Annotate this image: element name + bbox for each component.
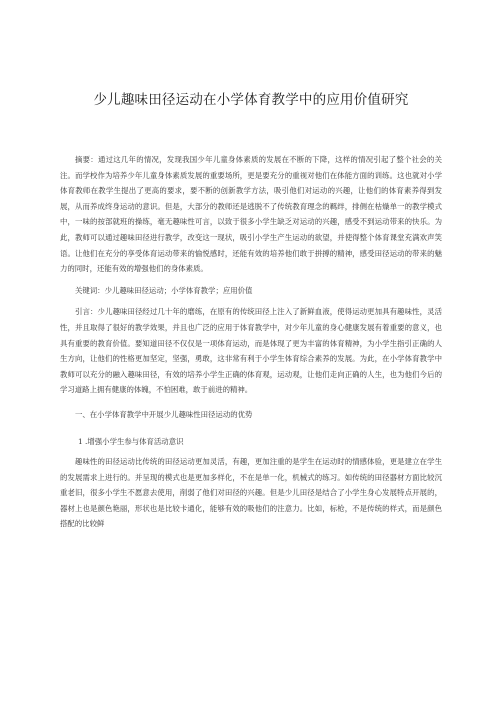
intro-paragraph: [60, 304, 442, 398]
intro-text: 少儿趣味田径经过几十年的磨练，在原有的传统田径上注入了新鲜血液，使得运动更加具有趣味性，灵活性，并且取得了很好的教学效果，并且也广泛的应用于体育教学中，对少年儿童的身心健康发展有着重要的意义，也具有重要的教育价值。要知道田径不仅仅是一项体育运动，而是体现了更为丰富的体育精神，为小学生指引正确的人生方向，让他们的性格更加坚定，坚强，勇敢，这非常有利于小学生体育综合素养的发展。为此，在小学体育教学中教师可以充分的融入趣味田径，有效的培养小学生正确的体育观，运动观，让他们走向正确的人生，也为他们今后的学习道路上拥有健康的体魄，不怕困难，敢于前进的精神。: [60, 307, 442, 395]
abstract-paragraph: [60, 152, 442, 277]
section-heading: 一、在小学体育教学中开展少儿趣味性田径运动的优势: [75, 409, 253, 419]
subsection-heading: 1 .增强小学生参与体育活动意识: [78, 436, 184, 446]
abstract-label: 摘要：: [75, 155, 98, 164]
keywords-label: 关键词：: [75, 285, 105, 295]
intro-label: 引言：: [75, 307, 98, 317]
keywords-text: 少儿趣味田径运动；小学体育教学；应用价值: [104, 285, 253, 295]
abstract-text: 通过这几年的情况，发现我国少年儿童身体素质的发展在不断的下降，这样的情况引起了整个社会的关注。而学校作为培养少年儿童身体素质发展的重要场所，更是要充分的重视对他们在体能方面的训练。这也就对小学体育教师在教学生提出了更高的要求，要不断的创新教学方法，吸引他们对运动的兴趣，让他们的体育素养得到发展，从而养成终身运动的意识。但是，大部分的教师还是逃脱不了传统教育理念的羁绊，排侧在枯燥单一的教学模式中，一味的按部就班的操练，毫无趣味性可言，以致于很多小学生缺乏对运动的兴趣，感受不到运动带来的快乐。为此，教师可以通过趣味田径进行教学，改变这一现状，吸引小学生产生运动的欲望，并使得整个体育课堂充满欢声笑语。让他们在充分的享受体育运动带来的愉悦感时，还能有效的培养他们敢于拼搏的精神，感受田径运动的带来的魅力的同时，还能有效的增强他们的身体素质。: [60, 155, 442, 274]
keywords-paragraph: [60, 283, 442, 299]
subsection-body: 趣味性的田径运动比传统的田径运动更加灵活，有趣，更加注重的是学生在运动时的情感体验，更是建立在学生的发展需求上进行的。并呈现的模式也是更加多样化，不在是单一化，机械式的练习。如传统的田径器材方面比较沉重老旧，很多小学生不愿意去使用，削弱了他们对田径的兴趣。但是少儿田径是结合了小学生身心发展特点开展的，器材上也是颜色艳丽，形状也是比较卡通化，能够有效的吸他们的注意力。比如，标枪，不是传统的样式，而是颜色搭配的比较鲜: [60, 457, 442, 529]
document-title: 少儿趣味田径运动在小学体育教学中的应用价值研究: [93, 92, 409, 108]
